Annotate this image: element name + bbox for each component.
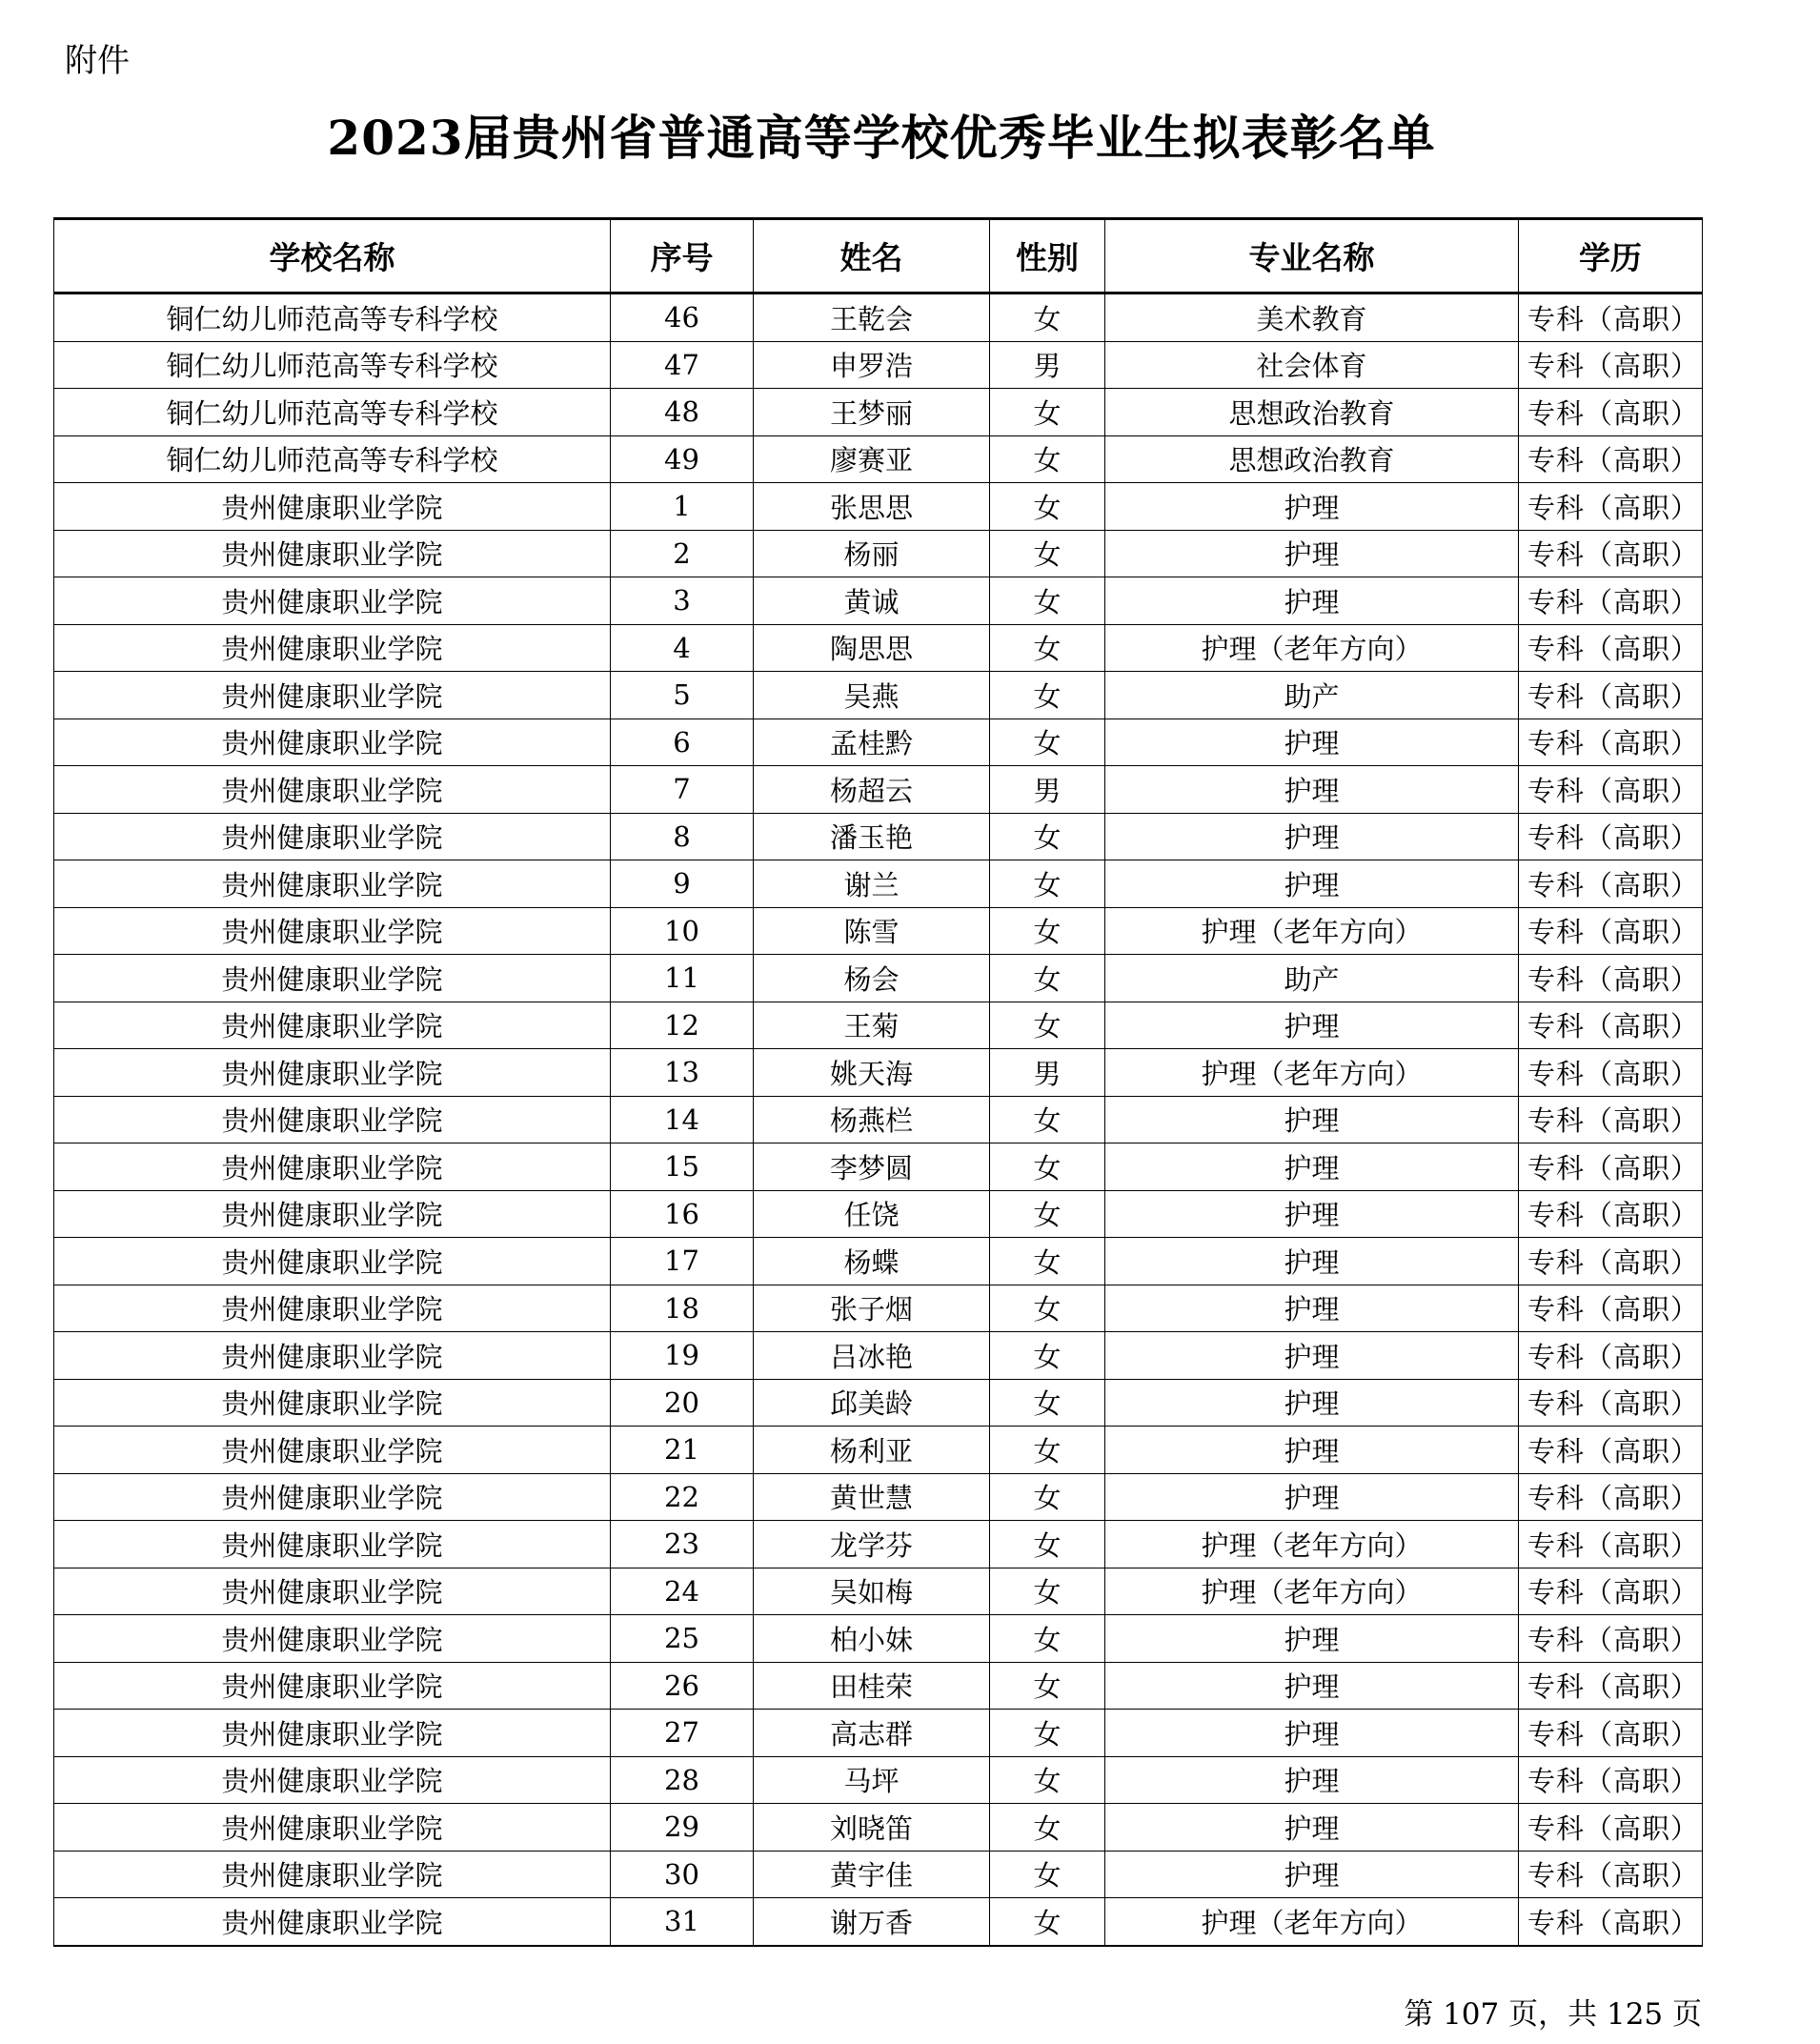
- student-name-cell: 李梦圆: [754, 1143, 990, 1191]
- serial-number-cell: 47: [611, 341, 754, 389]
- table-row: [54, 483, 1703, 531]
- table-row: [54, 624, 1703, 672]
- major-cell: 护理（老年方向）: [1105, 907, 1519, 955]
- table-row: [54, 907, 1703, 955]
- student-name-cell: 王梦丽: [754, 389, 990, 436]
- table-row: [54, 672, 1703, 719]
- degree-cell: 专科（高职）: [1519, 624, 1703, 672]
- degree-cell: 专科（高职）: [1519, 1096, 1703, 1143]
- major-cell: 护理（老年方向）: [1105, 1049, 1519, 1097]
- major-cell: 护理: [1105, 1332, 1519, 1380]
- school-name-cell: 贵州健康职业学院: [54, 718, 611, 766]
- school-name-cell: 贵州健康职业学院: [54, 1615, 611, 1663]
- table-row: [54, 718, 1703, 766]
- gender-cell: 女: [990, 1615, 1105, 1663]
- gender-cell: 女: [990, 1568, 1105, 1615]
- gender-cell: 女: [990, 1427, 1105, 1474]
- attachment-label: 附件: [65, 42, 130, 80]
- school-name-cell: 贵州健康职业学院: [54, 955, 611, 1002]
- degree-cell: 专科（高职）: [1519, 435, 1703, 483]
- school-name-cell: 铜仁幼儿师范高等专科学校: [54, 389, 611, 436]
- student-name-cell: 柏小妹: [754, 1615, 990, 1663]
- serial-number-cell: 13: [611, 1049, 754, 1097]
- degree-cell: 专科（高职）: [1519, 1473, 1703, 1521]
- table-row: [54, 955, 1703, 1002]
- school-name-cell: 贵州健康职业学院: [54, 1427, 611, 1474]
- serial-number-cell: 18: [611, 1285, 754, 1332]
- school-name-cell: 贵州健康职业学院: [54, 1143, 611, 1191]
- school-name-cell: 贵州健康职业学院: [54, 1049, 611, 1097]
- serial-number-cell: 28: [611, 1756, 754, 1804]
- serial-number-cell: 2: [611, 530, 754, 577]
- degree-cell: 专科（高职）: [1519, 1190, 1703, 1238]
- gender-cell: 女: [990, 1285, 1105, 1332]
- degree-cell: 专科（高职）: [1519, 577, 1703, 625]
- serial-number-cell: 24: [611, 1568, 754, 1615]
- serial-number-cell: 17: [611, 1238, 754, 1285]
- gender-cell: 女: [990, 1898, 1105, 1946]
- degree-cell: 专科（高职）: [1519, 1851, 1703, 1898]
- table-row: [54, 1615, 1703, 1663]
- major-cell: 护理（老年方向）: [1105, 1521, 1519, 1568]
- table-row: [54, 341, 1703, 389]
- degree-cell: 专科（高职）: [1519, 1804, 1703, 1852]
- gender-cell: 女: [990, 389, 1105, 436]
- table-row: [54, 435, 1703, 483]
- degree-cell: 专科（高职）: [1519, 1427, 1703, 1474]
- serial-number-cell: 21: [611, 1427, 754, 1474]
- student-name-cell: 谢兰: [754, 860, 990, 908]
- gender-cell: 女: [990, 1473, 1105, 1521]
- school-name-cell: 铜仁幼儿师范高等专科学校: [54, 435, 611, 483]
- gender-cell: 女: [990, 1002, 1105, 1049]
- gender-cell: 女: [990, 293, 1105, 342]
- table-row: [54, 1568, 1703, 1615]
- table-row: [54, 766, 1703, 814]
- table-row: [54, 1096, 1703, 1143]
- degree-cell: 专科（高职）: [1519, 341, 1703, 389]
- gender-cell: 女: [990, 624, 1105, 672]
- table-row: [54, 389, 1703, 436]
- student-name-cell: 马坪: [754, 1756, 990, 1804]
- header-student-name: 姓名: [754, 219, 990, 293]
- student-name-cell: 任饶: [754, 1190, 990, 1238]
- serial-number-cell: 4: [611, 624, 754, 672]
- school-name-cell: 贵州健康职业学院: [54, 672, 611, 719]
- major-cell: 护理: [1105, 766, 1519, 814]
- table-row: [54, 1473, 1703, 1521]
- gender-cell: 女: [990, 907, 1105, 955]
- student-name-cell: 孟桂黔: [754, 718, 990, 766]
- gender-cell: 女: [990, 1804, 1105, 1852]
- header-major: 专业名称: [1105, 219, 1519, 293]
- school-name-cell: 贵州健康职业学院: [54, 907, 611, 955]
- table-row: [54, 530, 1703, 577]
- school-name-cell: 贵州健康职业学院: [54, 1190, 611, 1238]
- gender-cell: 女: [990, 813, 1105, 860]
- gender-cell: 女: [990, 1332, 1105, 1380]
- degree-cell: 专科（高职）: [1519, 530, 1703, 577]
- degree-cell: 专科（高职）: [1519, 955, 1703, 1002]
- serial-number-cell: 20: [611, 1379, 754, 1427]
- honoree-table: [53, 217, 1703, 1947]
- table-row: [54, 1238, 1703, 1285]
- degree-cell: 专科（高职）: [1519, 1143, 1703, 1191]
- major-cell: 护理: [1105, 1615, 1519, 1663]
- serial-number-cell: 46: [611, 293, 754, 342]
- student-name-cell: 王乾会: [754, 293, 990, 342]
- major-cell: 护理: [1105, 718, 1519, 766]
- gender-cell: 女: [990, 1851, 1105, 1898]
- page-number: 第 107 页，共 125 页: [1404, 1997, 1702, 2032]
- school-name-cell: 贵州健康职业学院: [54, 1332, 611, 1380]
- table-row: [54, 1190, 1703, 1238]
- gender-cell: 男: [990, 1049, 1105, 1097]
- header-serial-number: 序号: [611, 219, 754, 293]
- major-cell: 护理: [1105, 1804, 1519, 1852]
- school-name-cell: 贵州健康职业学院: [54, 577, 611, 625]
- table-row: [54, 1143, 1703, 1191]
- major-cell: 护理（老年方向）: [1105, 624, 1519, 672]
- gender-cell: 女: [990, 483, 1105, 531]
- student-name-cell: 杨超云: [754, 766, 990, 814]
- school-name-cell: 铜仁幼儿师范高等专科学校: [54, 341, 611, 389]
- table-row: [54, 577, 1703, 625]
- gender-cell: 女: [990, 1756, 1105, 1804]
- serial-number-cell: 31: [611, 1898, 754, 1946]
- school-name-cell: 贵州健康职业学院: [54, 1002, 611, 1049]
- table-row: [54, 1379, 1703, 1427]
- degree-cell: 专科（高职）: [1519, 1238, 1703, 1285]
- student-name-cell: 杨利亚: [754, 1427, 990, 1474]
- serial-number-cell: 49: [611, 435, 754, 483]
- major-cell: 思想政治教育: [1105, 435, 1519, 483]
- table-header-row: [54, 219, 1703, 293]
- serial-number-cell: 11: [611, 955, 754, 1002]
- major-cell: 护理: [1105, 1662, 1519, 1710]
- school-name-cell: 贵州健康职业学院: [54, 1756, 611, 1804]
- major-cell: 护理: [1105, 1851, 1519, 1898]
- major-cell: 护理: [1105, 813, 1519, 860]
- serial-number-cell: 6: [611, 718, 754, 766]
- degree-cell: 专科（高职）: [1519, 483, 1703, 531]
- table-row: [54, 1851, 1703, 1898]
- school-name-cell: 贵州健康职业学院: [54, 1238, 611, 1285]
- serial-number-cell: 7: [611, 766, 754, 814]
- gender-cell: 女: [990, 1710, 1105, 1757]
- table-row: [54, 1898, 1703, 1946]
- school-name-cell: 贵州健康职业学院: [54, 483, 611, 531]
- student-name-cell: 姚天海: [754, 1049, 990, 1097]
- degree-cell: 专科（高职）: [1519, 672, 1703, 719]
- major-cell: 护理: [1105, 530, 1519, 577]
- degree-cell: 专科（高职）: [1519, 293, 1703, 342]
- degree-cell: 专科（高职）: [1519, 766, 1703, 814]
- student-name-cell: 吴如梅: [754, 1568, 990, 1615]
- major-cell: 助产: [1105, 672, 1519, 719]
- major-cell: 护理: [1105, 1473, 1519, 1521]
- student-name-cell: 龙学芬: [754, 1521, 990, 1568]
- table-row: [54, 1804, 1703, 1852]
- major-cell: 社会体育: [1105, 341, 1519, 389]
- gender-cell: 女: [990, 1521, 1105, 1568]
- degree-cell: 专科（高职）: [1519, 813, 1703, 860]
- serial-number-cell: 30: [611, 1851, 754, 1898]
- serial-number-cell: 9: [611, 860, 754, 908]
- student-name-cell: 田桂荣: [754, 1662, 990, 1710]
- gender-cell: 女: [990, 1096, 1105, 1143]
- table-body: [54, 293, 1703, 1946]
- serial-number-cell: 25: [611, 1615, 754, 1663]
- major-cell: 护理: [1105, 577, 1519, 625]
- table-row: [54, 1002, 1703, 1049]
- serial-number-cell: 16: [611, 1190, 754, 1238]
- table-row: [54, 1662, 1703, 1710]
- school-name-cell: 贵州健康职业学院: [54, 1285, 611, 1332]
- degree-cell: 专科（高职）: [1519, 907, 1703, 955]
- serial-number-cell: 5: [611, 672, 754, 719]
- degree-cell: 专科（高职）: [1519, 1568, 1703, 1615]
- school-name-cell: 贵州健康职业学院: [54, 860, 611, 908]
- school-name-cell: 贵州健康职业学院: [54, 1096, 611, 1143]
- gender-cell: 女: [990, 1662, 1105, 1710]
- degree-cell: 专科（高职）: [1519, 389, 1703, 436]
- serial-number-cell: 8: [611, 813, 754, 860]
- serial-number-cell: 29: [611, 1804, 754, 1852]
- student-name-cell: 廖赛亚: [754, 435, 990, 483]
- degree-cell: 专科（高职）: [1519, 1521, 1703, 1568]
- degree-cell: 专科（高职）: [1519, 1898, 1703, 1946]
- student-name-cell: 黄世慧: [754, 1473, 990, 1521]
- serial-number-cell: 14: [611, 1096, 754, 1143]
- table-row: [54, 1710, 1703, 1757]
- serial-number-cell: 22: [611, 1473, 754, 1521]
- gender-cell: 女: [990, 718, 1105, 766]
- major-cell: 护理: [1105, 860, 1519, 908]
- student-name-cell: 张思思: [754, 483, 990, 531]
- gender-cell: 女: [990, 530, 1105, 577]
- serial-number-cell: 27: [611, 1710, 754, 1757]
- student-name-cell: 杨蝶: [754, 1238, 990, 1285]
- major-cell: 护理: [1105, 1096, 1519, 1143]
- table-row: [54, 860, 1703, 908]
- school-name-cell: 贵州健康职业学院: [54, 766, 611, 814]
- serial-number-cell: 19: [611, 1332, 754, 1380]
- student-name-cell: 张子烟: [754, 1285, 990, 1332]
- school-name-cell: 贵州健康职业学院: [54, 1804, 611, 1852]
- gender-cell: 女: [990, 577, 1105, 625]
- major-cell: 护理（老年方向）: [1105, 1568, 1519, 1615]
- degree-cell: 专科（高职）: [1519, 1662, 1703, 1710]
- serial-number-cell: 10: [611, 907, 754, 955]
- header-degree: 学历: [1519, 219, 1703, 293]
- school-name-cell: 铜仁幼儿师范高等专科学校: [54, 293, 611, 342]
- table-row: [54, 1756, 1703, 1804]
- school-name-cell: 贵州健康职业学院: [54, 1851, 611, 1898]
- school-name-cell: 贵州健康职业学院: [54, 1568, 611, 1615]
- school-name-cell: 贵州健康职业学院: [54, 1379, 611, 1427]
- school-name-cell: 贵州健康职业学院: [54, 1473, 611, 1521]
- table-row: [54, 293, 1703, 342]
- student-name-cell: 黄诚: [754, 577, 990, 625]
- student-name-cell: 陈雪: [754, 907, 990, 955]
- student-name-cell: 黄宇佳: [754, 1851, 990, 1898]
- student-name-cell: 杨丽: [754, 530, 990, 577]
- student-name-cell: 谢万香: [754, 1898, 990, 1946]
- gender-cell: 女: [990, 435, 1105, 483]
- student-name-cell: 陶思思: [754, 624, 990, 672]
- gender-cell: 女: [990, 1143, 1105, 1191]
- page-title: 2023届贵州省普通高等学校优秀毕业生拟表彰名单: [327, 110, 1436, 166]
- gender-cell: 男: [990, 341, 1105, 389]
- table-row: [54, 813, 1703, 860]
- student-name-cell: 吕冰艳: [754, 1332, 990, 1380]
- school-name-cell: 贵州健康职业学院: [54, 1662, 611, 1710]
- degree-cell: 专科（高职）: [1519, 1049, 1703, 1097]
- gender-cell: 女: [990, 955, 1105, 1002]
- major-cell: 思想政治教育: [1105, 389, 1519, 436]
- major-cell: 护理: [1105, 1238, 1519, 1285]
- student-name-cell: 邱美龄: [754, 1379, 990, 1427]
- school-name-cell: 贵州健康职业学院: [54, 813, 611, 860]
- student-name-cell: 王菊: [754, 1002, 990, 1049]
- degree-cell: 专科（高职）: [1519, 1332, 1703, 1380]
- serial-number-cell: 3: [611, 577, 754, 625]
- major-cell: 护理: [1105, 1190, 1519, 1238]
- gender-cell: 女: [990, 1190, 1105, 1238]
- student-name-cell: 刘晓笛: [754, 1804, 990, 1852]
- table-row: [54, 1521, 1703, 1568]
- degree-cell: 专科（高职）: [1519, 1710, 1703, 1757]
- major-cell: 护理（老年方向）: [1105, 1898, 1519, 1946]
- school-name-cell: 贵州健康职业学院: [54, 1710, 611, 1757]
- major-cell: 护理: [1105, 1379, 1519, 1427]
- gender-cell: 女: [990, 1238, 1105, 1285]
- school-name-cell: 贵州健康职业学院: [54, 1898, 611, 1946]
- student-name-cell: 杨会: [754, 955, 990, 1002]
- school-name-cell: 贵州健康职业学院: [54, 624, 611, 672]
- school-name-cell: 贵州健康职业学院: [54, 1521, 611, 1568]
- table-row: [54, 1427, 1703, 1474]
- degree-cell: 专科（高职）: [1519, 860, 1703, 908]
- serial-number-cell: 48: [611, 389, 754, 436]
- student-name-cell: 杨燕栏: [754, 1096, 990, 1143]
- school-name-cell: 贵州健康职业学院: [54, 530, 611, 577]
- student-name-cell: 高志群: [754, 1710, 990, 1757]
- major-cell: 护理: [1105, 1143, 1519, 1191]
- gender-cell: 女: [990, 672, 1105, 719]
- serial-number-cell: 26: [611, 1662, 754, 1710]
- table-row: [54, 1285, 1703, 1332]
- serial-number-cell: 1: [611, 483, 754, 531]
- student-name-cell: 吴燕: [754, 672, 990, 719]
- serial-number-cell: 12: [611, 1002, 754, 1049]
- table-row: [54, 1049, 1703, 1097]
- major-cell: 护理: [1105, 1427, 1519, 1474]
- major-cell: 护理: [1105, 1285, 1519, 1332]
- major-cell: 护理: [1105, 1710, 1519, 1757]
- major-cell: 护理: [1105, 1002, 1519, 1049]
- gender-cell: 男: [990, 766, 1105, 814]
- serial-number-cell: 23: [611, 1521, 754, 1568]
- degree-cell: 专科（高职）: [1519, 1002, 1703, 1049]
- student-name-cell: 申罗浩: [754, 341, 990, 389]
- header-school-name: 学校名称: [54, 219, 611, 293]
- table-row: [54, 1332, 1703, 1380]
- major-cell: 助产: [1105, 955, 1519, 1002]
- header-gender: 性别: [990, 219, 1105, 293]
- gender-cell: 女: [990, 1379, 1105, 1427]
- student-name-cell: 潘玉艳: [754, 813, 990, 860]
- major-cell: 护理: [1105, 1756, 1519, 1804]
- gender-cell: 女: [990, 860, 1105, 908]
- degree-cell: 专科（高职）: [1519, 1285, 1703, 1332]
- degree-cell: 专科（高职）: [1519, 718, 1703, 766]
- degree-cell: 专科（高职）: [1519, 1615, 1703, 1663]
- major-cell: 护理: [1105, 483, 1519, 531]
- degree-cell: 专科（高职）: [1519, 1756, 1703, 1804]
- major-cell: 美术教育: [1105, 293, 1519, 342]
- serial-number-cell: 15: [611, 1143, 754, 1191]
- degree-cell: 专科（高职）: [1519, 1379, 1703, 1427]
